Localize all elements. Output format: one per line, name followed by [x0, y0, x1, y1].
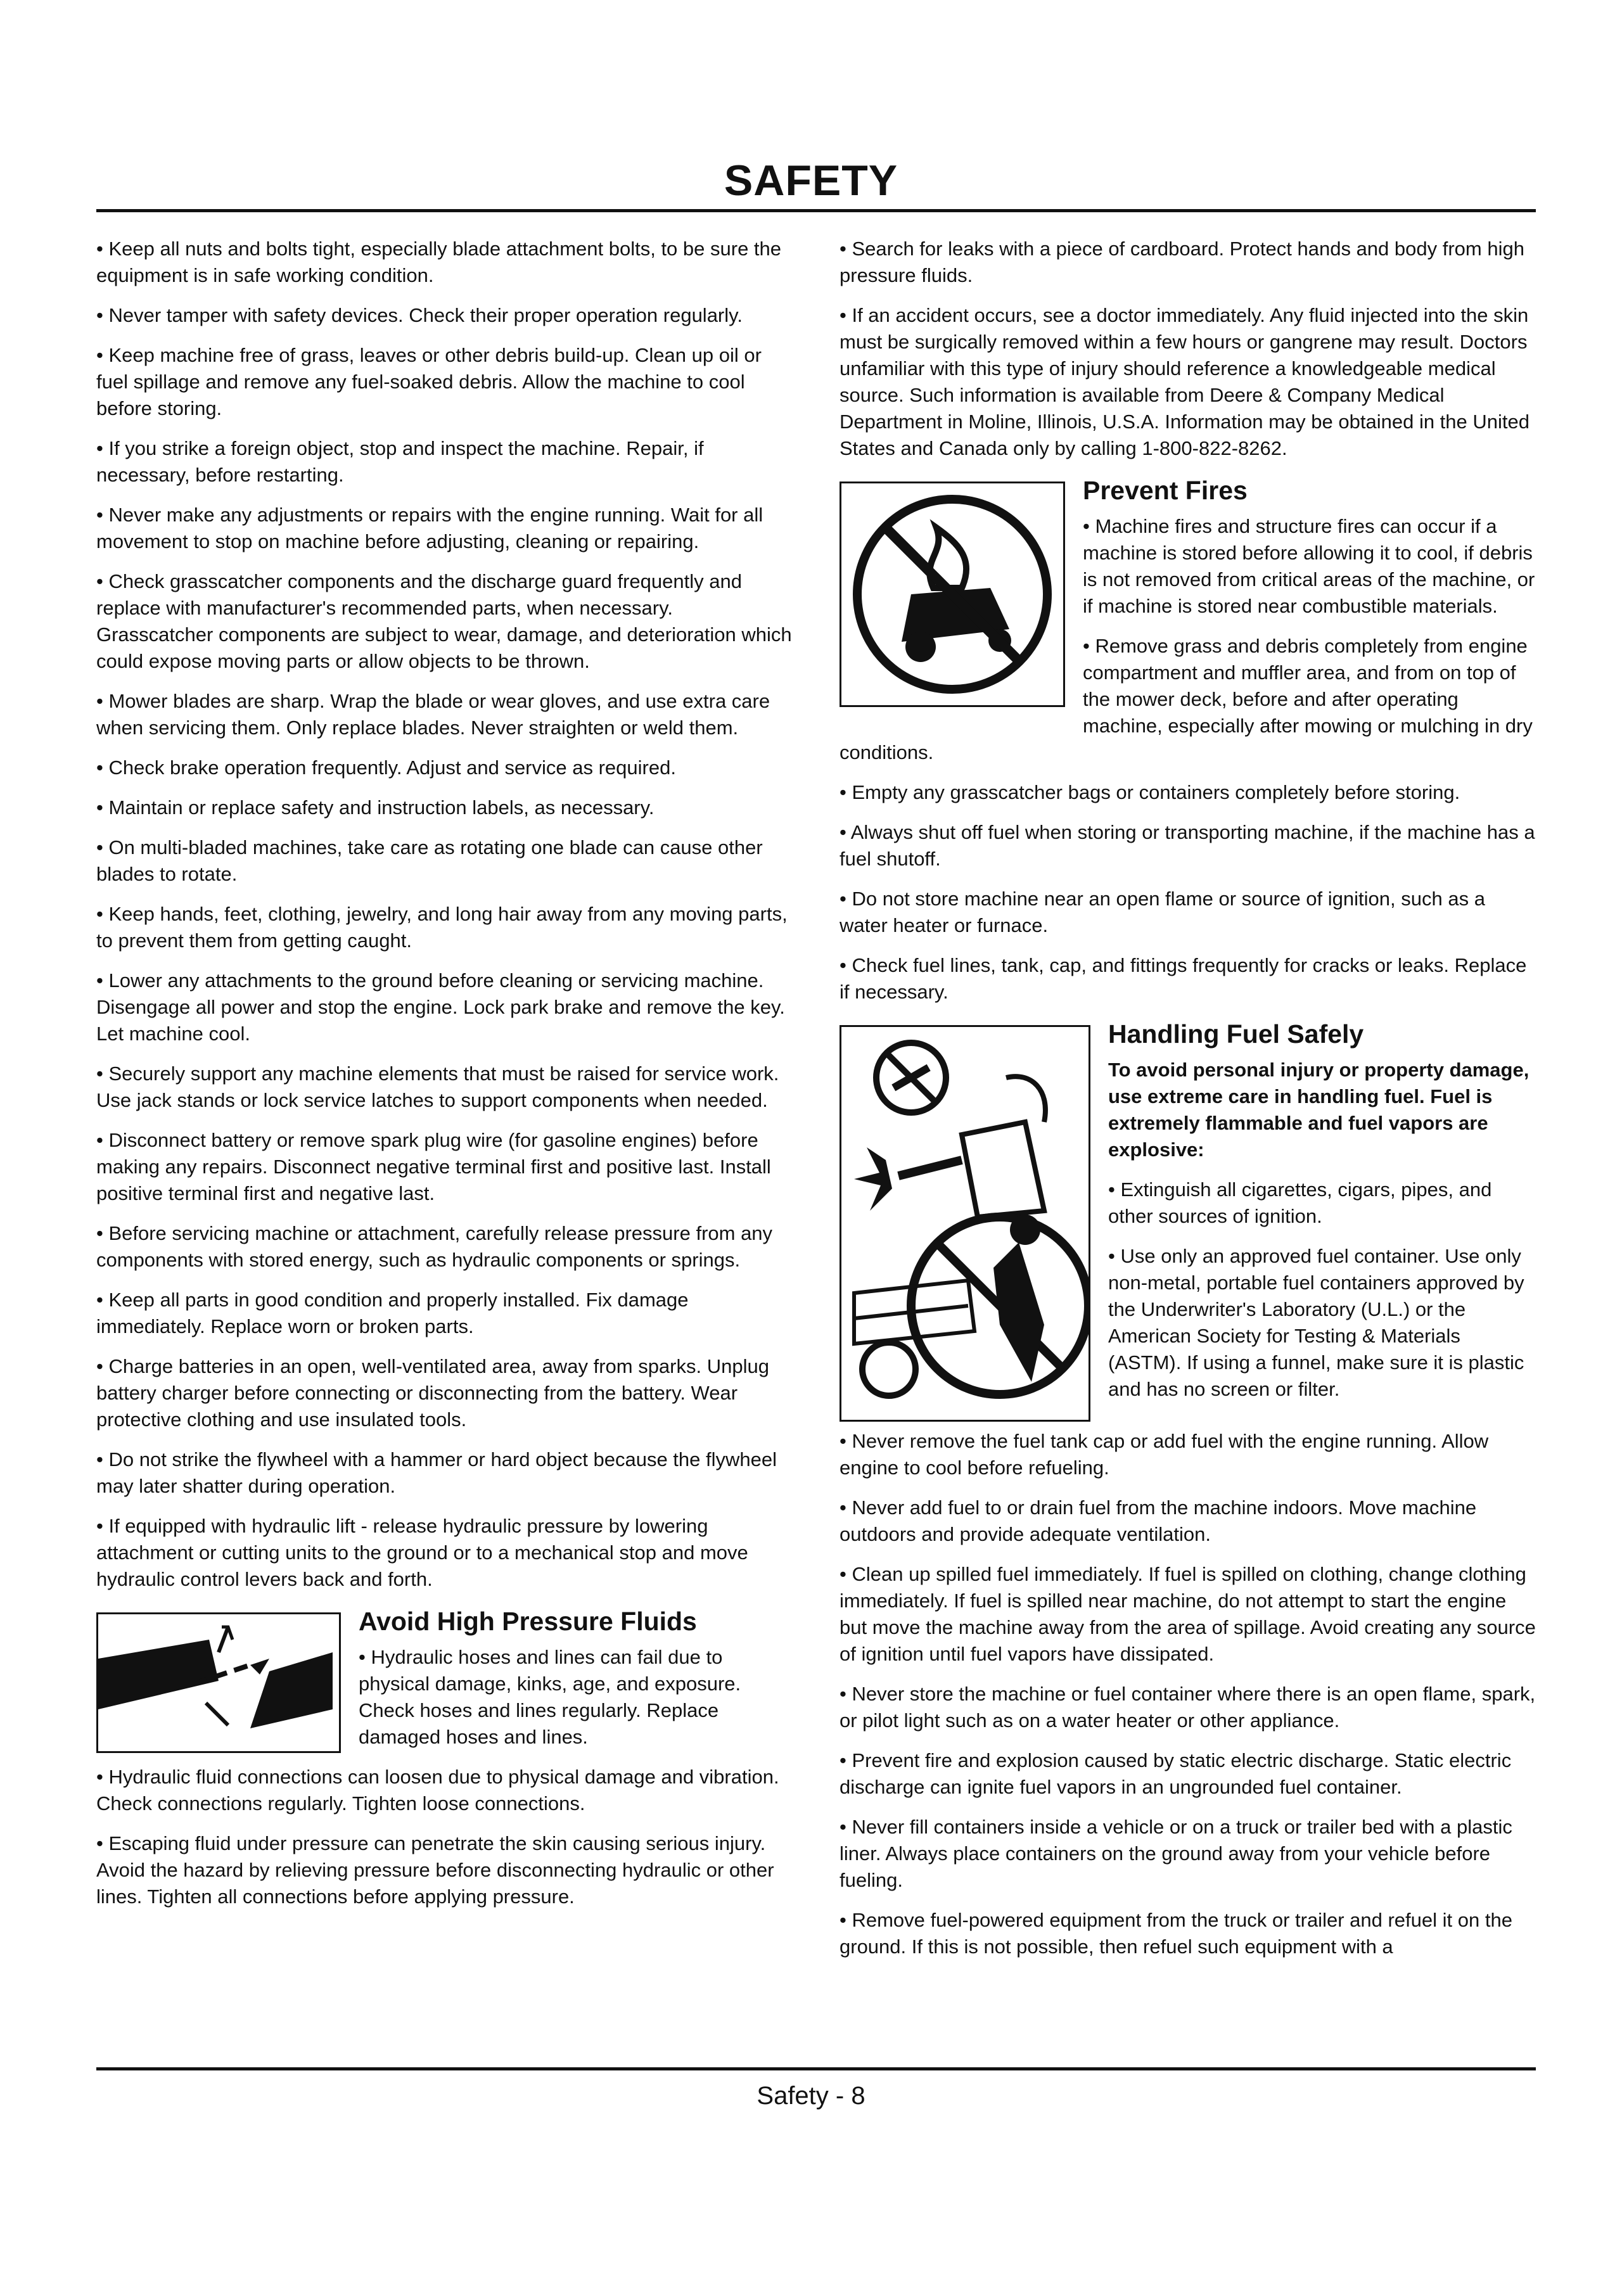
- bullet: • Always shut off fuel when storing or transporting machine, if the machine has a fuel shutoff.: [840, 821, 1535, 870]
- bullet: • If you strike a foreign object, stop and inspect the machine. Repair, if necessary, before restarting.: [96, 437, 704, 486]
- bullet: • Machine fires and structure fires can occur if a machine is stored before allowing it to cool, if debris is not removed from critical areas of the machine, or if machine is stored near combustible materials.: [1083, 515, 1535, 617]
- bullet: • Do not strike the flywheel with a hammer or hard object because the flywheel may later shatter during operation.: [96, 1448, 777, 1497]
- bullet: • Never fill containers inside a vehicle or on a truck or trailer bed with a plastic liner. Always place containers on the ground away from your vehicle before fueling.: [840, 1816, 1512, 1891]
- bullet: • Use only an approved fuel container. Use only non-metal, portable fuel containers approved by the Underwriter's Laboratory (U.L.) or the American Society for Testing & Materials (ASTM). If using a funnel, make sure it is plastic and has no screen or filter.: [1108, 1245, 1524, 1400]
- bullet: • On multi-bladed machines, take care as rotating one blade can cause other blades to rotate.: [96, 836, 763, 885]
- bullet: • Remove grass and debris completely from engine compartment and muffler area, and from on top of the mower deck, before and after operating machine, especially after mowing or mulching in dry conditions.: [840, 635, 1533, 763]
- bullet: • Keep all parts in good condition and properly installed. Fix damage immediately. Replace worn or broken parts.: [96, 1289, 689, 1337]
- bullet: • Prevent fire and explosion caused by static electric discharge. Static electric discharge can ignite fuel vapors in an ungrounded fuel container.: [840, 1749, 1512, 1798]
- bullet: • If equipped with hydraulic lift - release hydraulic pressure by lowering attachment or cutting units to the ground or to a mechanical stop and move hydraulic control levers back and forth.: [96, 1515, 748, 1590]
- header-divider: [96, 209, 1536, 212]
- fuel-warning: To avoid personal injury or property damage, use extreme care in handling fuel. Fuel is extremely flammable and fuel vapors are explosive:: [1108, 1059, 1529, 1161]
- bullet: • If an accident occurs, see a doctor immediately. Any fluid injected into the skin must be surgically removed within a few hours or gangrene may result. Doctors unfamiliar with this type of injury should reference a knowledgeable medical source. Such information is available from Deere & Company Medical Department in Moline, Illinois, U.S.A. Information may be obtained in the United States and Canada only by calling 1-800-822-8262.: [840, 304, 1529, 459]
- bullet: • Hydraulic hoses and lines can fail due to physical damage, kinks, age, and exposure. Check hoses and lines regularly. Replace damaged hoses and lines.: [359, 1646, 741, 1748]
- bullet: • Before servicing machine or attachment, carefully release pressure from any components with stored energy, such as hydraulic components or springs.: [96, 1222, 773, 1271]
- page-footer: Safety - 8: [757, 2082, 865, 2110]
- footer-divider: [96, 2067, 1536, 2070]
- bullet: • Never store the machine or fuel container where there is an open flame, spark, or pilot light such as on a water heater or other appliance.: [840, 1683, 1536, 1732]
- bullet: • Check grasscatcher components and the discharge guard frequently and replace with manufacturer's recommended parts, when necessary. Grasscatcher components are subject to wear, damage, and deterioration which could expose moving parts or allow objects to be thrown.: [96, 570, 792, 672]
- section-heading: Avoid High Pressure Fluids: [359, 1607, 697, 1636]
- high-pressure-section: [96, 1606, 793, 1764]
- bullet: • Keep all nuts and bolts tight, especially blade attachment bolts, to be sure the equipment is in safe working condition.: [96, 238, 782, 286]
- bullet: • Mower blades are sharp. Wrap the blade or wear gloves, and use extra care when servicing them. Only replace blades. Never straighten or weld them.: [96, 690, 770, 739]
- handling-fuel-illustration: [840, 1025, 1090, 1422]
- bullet: • Escaping fluid under pressure can penetrate the skin causing serious injury. Avoid the hazard by relieving pressure before disconnecting hydraulic or other lines. Tighten all connections before applying pressure.: [96, 1832, 774, 1908]
- bullet: • Remove fuel-powered equipment from the truck or trailer and refuel it on the ground. If this is not possible, then refuel such equipment with a: [840, 1909, 1512, 1958]
- no-smoking-refuel-icon: [841, 1027, 1089, 1420]
- bullet: • Extinguish all cigarettes, cigars, pipes, and other sources of ignition.: [1108, 1178, 1492, 1227]
- prevent-fires-illustration: [840, 482, 1065, 707]
- hose-spray-icon: [98, 1614, 339, 1751]
- bullet: • Disconnect battery or remove spark plug wire (for gasoline engines) before making any repairs. Disconnect negative terminal first and positive last. Install positive terminal first and negative last.: [96, 1129, 771, 1204]
- bullet: • Never add fuel to or drain fuel from the machine indoors. Move machine outdoors and provide adequate ventilation.: [840, 1496, 1477, 1545]
- bullet: • Do not store machine near an open flame or source of ignition, such as a water heater or furnace.: [840, 888, 1485, 936]
- bullet: • Charge batteries in an open, well-ventilated area, away from sparks. Unplug battery charger before connecting or disconnecting from the battery. Wear protective clothing and use insulated tools.: [96, 1355, 769, 1431]
- bullet: • Never make any adjustments or repairs with the engine running. Wait for all movement to stop on machine before adjusting, cleaning or repairing.: [96, 504, 763, 552]
- bullet: • Hydraulic fluid connections can loosen due to physical damage and vibration. Check connections regularly. Tighten loose connections.: [96, 1766, 779, 1814]
- left-column: [96, 236, 793, 1923]
- section-heading: Handling Fuel Safely: [1108, 1019, 1364, 1049]
- no-fire-mower-icon: [841, 483, 1063, 705]
- bullet: • Securely support any machine elements that must be raised for service work. Use jack stands or lock service latches to support components when needed.: [96, 1062, 779, 1111]
- bullet: • Never remove the fuel tank cap or add fuel with the engine running. Allow engine to cool before refueling.: [840, 1430, 1489, 1479]
- high-pressure-fluid-illustration: [96, 1612, 341, 1753]
- right-column: [840, 236, 1536, 1974]
- page-title: SAFETY: [724, 156, 898, 205]
- bullet: • Clean up spilled fuel immediately. If fuel is spilled on clothing, change clothing immediately. If fuel is spilled near machine, do not attempt to start the engine but move the machine away from the area of spillage. Avoid creating any source of ignition until fuel vapors have dissipated.: [840, 1563, 1536, 1665]
- handling-fuel-section: [840, 1019, 1536, 1428]
- bullet: • Lower any attachments to the ground before cleaning or servicing machine. Disengage all power and stop the engine. Lock park brake and remove the key. Let machine cool.: [96, 969, 785, 1045]
- bullet: • Maintain or replace safety and instruction labels, as necessary.: [96, 796, 655, 819]
- bullet: • Check brake operation frequently. Adjust and service as required.: [96, 756, 676, 779]
- bullet: • Check fuel lines, tank, cap, and fittings frequently for cracks or leaks. Replace if necessary.: [840, 954, 1527, 1003]
- bullet: • Keep hands, feet, clothing, jewelry, and long hair away from any moving parts, to prevent them from getting caught.: [96, 903, 788, 952]
- prevent-fires-section: [840, 475, 1536, 779]
- section-heading: Prevent Fires: [1083, 476, 1248, 505]
- bullet: • Empty any grasscatcher bags or containers completely before storing.: [840, 781, 1460, 803]
- bullet: • Keep machine free of grass, leaves or other debris build-up. Clean up oil or fuel spillage and remove any fuel-soaked debris. Allow the machine to cool before storing.: [96, 344, 762, 419]
- bullet: • Search for leaks with a piece of cardboard. Protect hands and body from high pressure fluids.: [840, 238, 1524, 286]
- bullet: • Never tamper with safety devices. Check their proper operation regularly.: [96, 304, 743, 326]
